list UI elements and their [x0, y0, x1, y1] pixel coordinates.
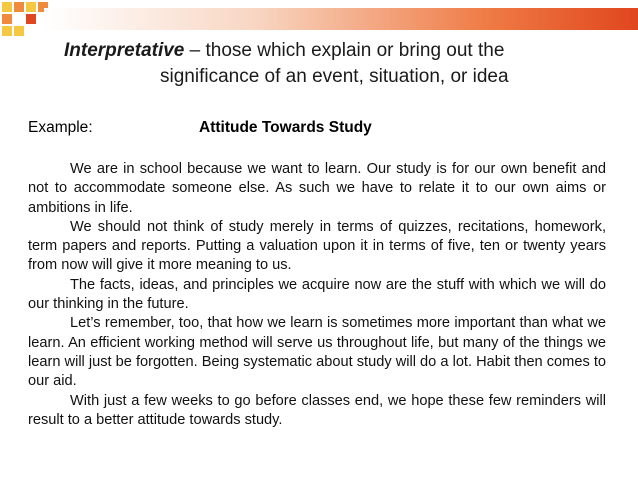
deco-square [26, 2, 36, 12]
deco-square [14, 26, 24, 36]
heading-definition-line2: significance of an event, situation, or idea [160, 66, 509, 87]
paragraph: With just a few weeks to go before classes end, we hope these few reminders will result to a better attitude towards study. [28, 392, 606, 428]
heading-definition-line1: – those which explain or bring out the [184, 40, 505, 61]
example-label: Example [28, 119, 89, 136]
heading-term: Interpretative [64, 40, 185, 61]
example-colon: : [88, 119, 93, 136]
deco-square [26, 14, 36, 24]
example-body [28, 160, 606, 430]
paragraph: We should not think of study merely in terms of quizzes, recitations, homework, term papers and reports. Putting a valuation upon it in terms of five, ten or twenty years from now will give it more meaning to us. [28, 218, 606, 274]
example-title: Attitude Towards Study [199, 119, 372, 136]
deco-square [2, 26, 12, 36]
deco-square [2, 2, 12, 12]
header-gradient-bar [44, 8, 638, 30]
paragraph: We are in school because we want to learn. Our study is for our own benefit and not to accommodate someone else. As such we have to relate it to our own aims or ambitions in life. [28, 161, 606, 216]
example-row [28, 117, 608, 139]
deco-square [2, 14, 12, 24]
slide-heading [64, 38, 624, 90]
deco-square [14, 2, 24, 12]
paragraph: Let’s remember, too, that how we learn is sometimes more important than what we learn. An efficient working method will serve us throughout life, but many of the things we learn will just be forgotten. Being systematic about study will do a lot. Habit then comes to our aid. [28, 315, 606, 390]
paragraph: The facts, ideas, and principles we acquire now are the stuff with which we will do our thinking in the future. [28, 276, 606, 313]
